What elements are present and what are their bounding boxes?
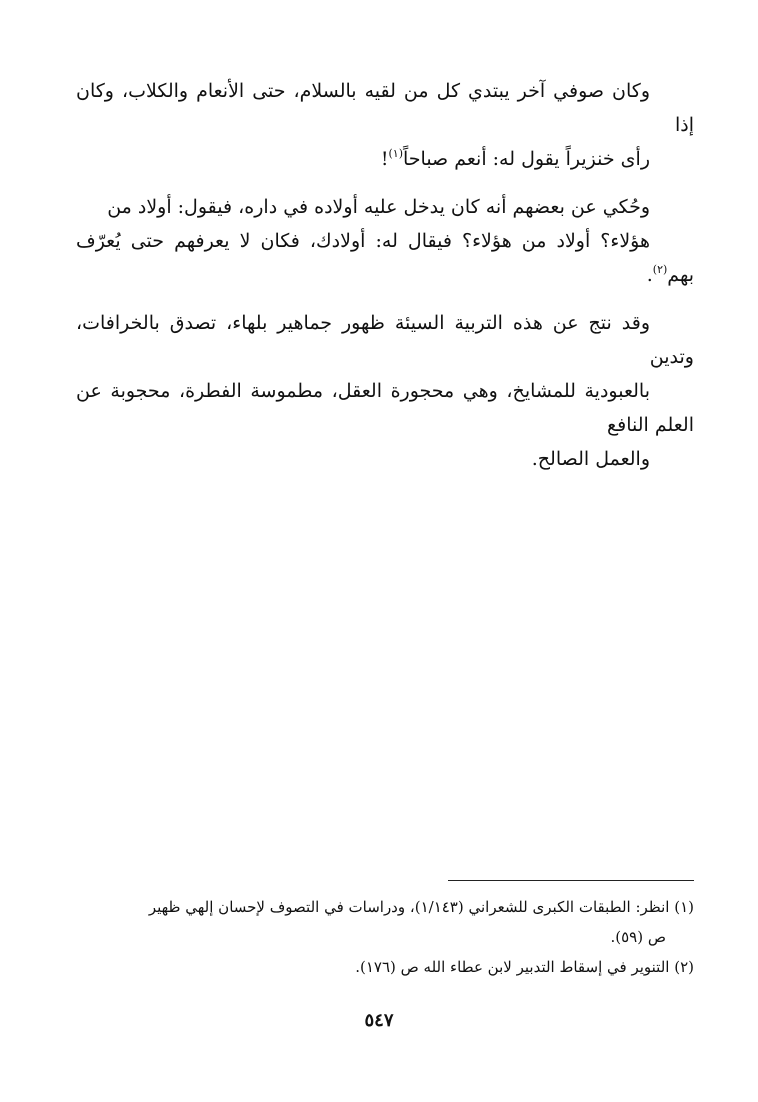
footnotes	[76, 892, 694, 982]
sentence-end-mark: .	[646, 264, 653, 286]
paragraph-2	[76, 190, 694, 292]
paragraph-line: والعمل الصالح.	[531, 448, 650, 470]
paragraph-3	[76, 306, 694, 476]
paragraph-line: وقد نتج عن هذه التربية السيئة ظهور جماهير بلهاء، تصدق بالخرافات، وتدين	[76, 312, 694, 368]
paragraph-line	[76, 224, 694, 292]
paragraph-line: وكان صوفي آخر يبتدي كل من لقيه بالسلام، حتى الأنعام والكلاب، وكان إذا	[76, 80, 694, 136]
footnote-marker-1: (١)	[388, 147, 403, 160]
paragraph-line-text: رأى خنزيراً يقول له: أنعم صباحاً	[403, 148, 650, 170]
footnote-line-continuation: ص (٥٩).	[610, 928, 666, 946]
footnote-marker-2: (٢)	[652, 263, 668, 276]
paragraph-line: وحُكي عن بعضهم أنه كان يدخل عليه أولاده في داره، فيقول: أولاد من	[107, 196, 650, 218]
footnote-line: (٢) التنوير في إسقاط التدبير لابن عطاء الله ص (١٧٦).	[355, 958, 694, 976]
paragraph-1	[76, 74, 694, 176]
footnote-line: (١) انظر: الطبقات الكبرى للشعراني (١/١٤٣)، ودراسات في التصوف لإحسان إلهي ظهير	[148, 898, 694, 916]
paragraph-line-text: هؤلاء؟ أولاد من هؤلاء؟ فيقال له: أولادك، فكان لا يعرفهم حتى يُعرّف بهم	[76, 230, 694, 286]
footnote-2	[76, 952, 694, 982]
paragraph-line	[76, 142, 694, 176]
footnote-1	[76, 892, 694, 952]
sentence-end-mark: !	[380, 148, 389, 170]
paragraph-line: بالعبودية للمشايخ، وهي محجورة العقل، مطموسة الفطرة، محجوبة عن العلم النافع	[76, 380, 694, 436]
main-text	[76, 74, 694, 490]
footnote-separator	[448, 880, 694, 881]
page-number: ٥٤٧	[364, 1010, 394, 1031]
